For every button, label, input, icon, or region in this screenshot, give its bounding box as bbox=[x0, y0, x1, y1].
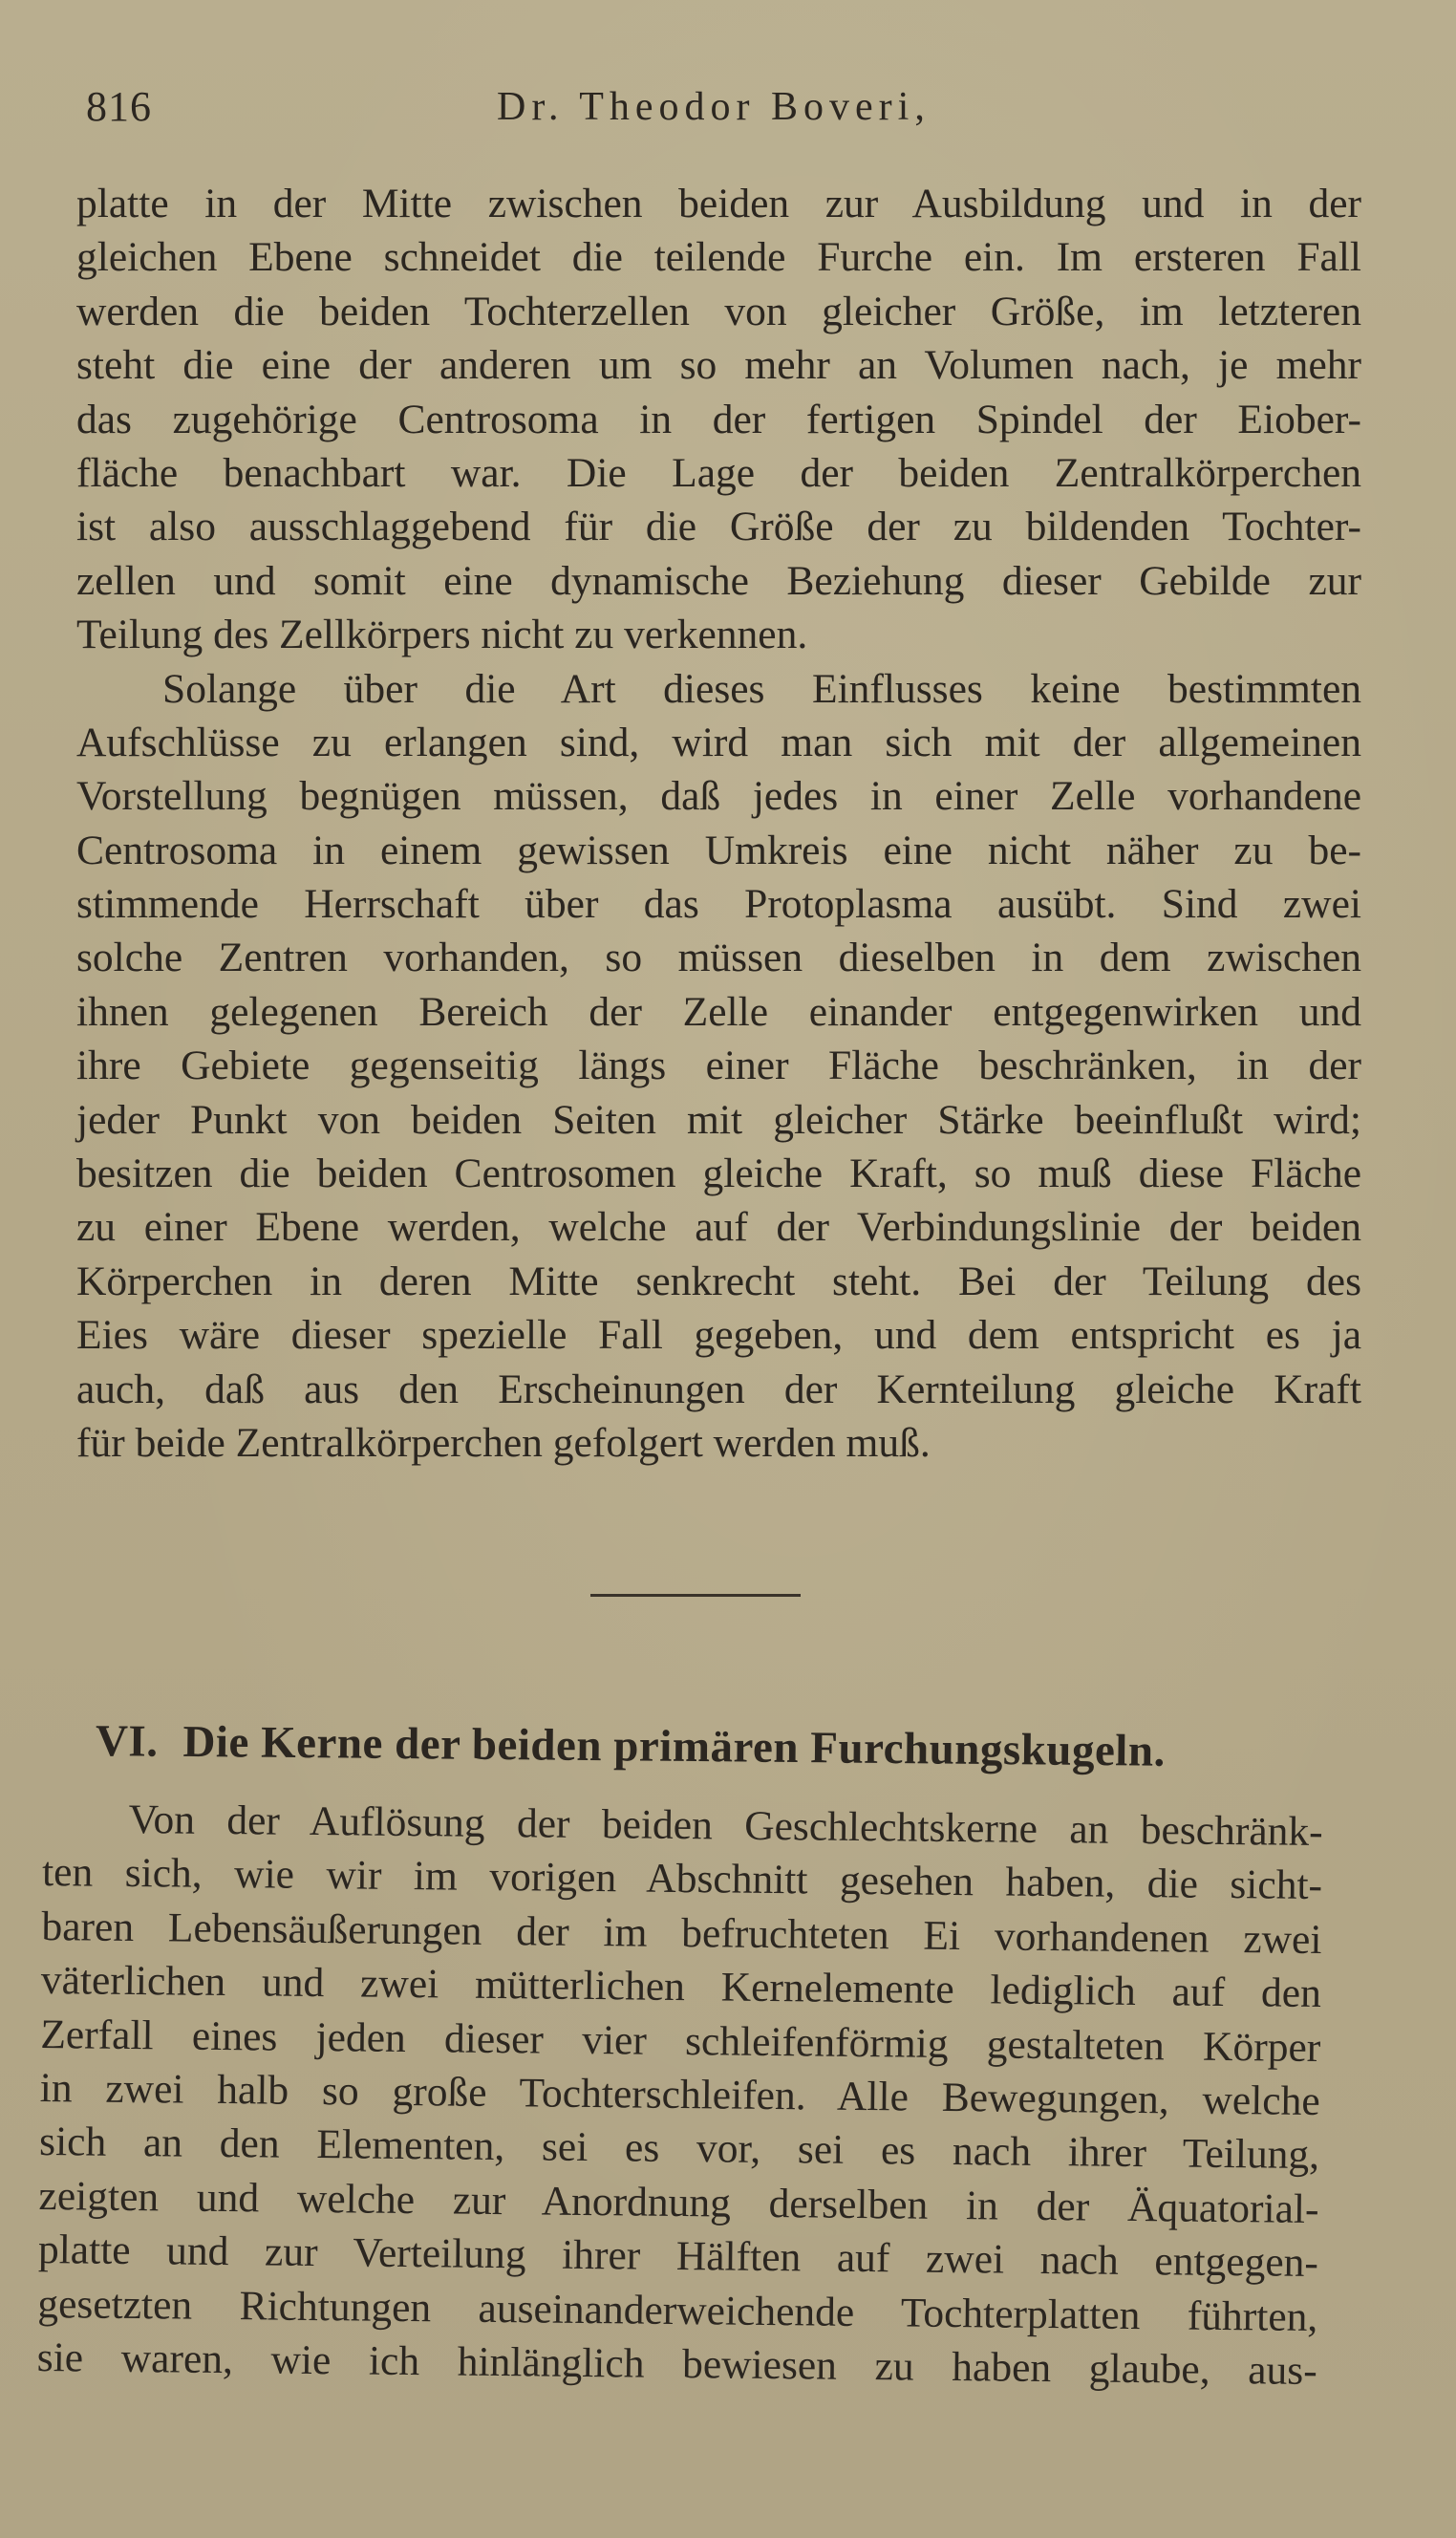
text-line: solche Zentren vorhanden, so müssen dieselben in dem zwischen bbox=[76, 935, 1361, 981]
text-line: steht die eine der anderen um so mehr an Volumen nach, je mehr bbox=[76, 342, 1361, 389]
section-heading bbox=[96, 1715, 1338, 1778]
text-line: das zugehörige Centrosoma in der fertigen Spindel der Eiober- bbox=[76, 396, 1361, 442]
page-number: 816 bbox=[86, 83, 152, 130]
text-line: baren Lebensäußerungen der im befruchteten Ei vorhandenen zwei bbox=[41, 1903, 1322, 1963]
text-line: auch, daß aus den Erscheinungen der Kernteilung gleiche Kraft bbox=[76, 1366, 1361, 1412]
text-line: Centrosoma in einem gewissen Umkreis eine nicht näher zu be- bbox=[76, 827, 1361, 873]
text-line: Solange über die Art dieses Einflusses keine bestimmten bbox=[162, 665, 1361, 712]
page-header bbox=[86, 82, 1404, 149]
text-line: zellen und somit eine dynamische Beziehung dieser Gebilde zur bbox=[76, 557, 1361, 604]
section-number: VI. bbox=[95, 1716, 159, 1767]
text-line: zeigten und welche zur Anordnung derselben in der Äquatorial- bbox=[38, 2172, 1319, 2232]
text-line: ten sich, wie wir im vorigen Abschnitt gesehen haben, die sicht- bbox=[41, 1849, 1323, 1909]
text-line: sie waren, wie ich hinlänglich bewiesen zu haben glaube, aus- bbox=[36, 2334, 1317, 2394]
text-line: Von der Auflösung der beiden Geschlechtskerne an beschränk- bbox=[128, 1796, 1323, 1856]
text-line: Aufschlüsse zu erlangen sind, wird man sich mit der allgemeinen bbox=[76, 719, 1361, 765]
text-line: jeder Punkt von beiden Seiten mit gleicher Stärke beeinflußt wird; bbox=[76, 1096, 1361, 1143]
text-line: sich an den Elementen, sei es vor, sei es nach ihrer Teilung, bbox=[38, 2119, 1320, 2179]
text-line: Körperchen in deren Mitte senkrecht steht. Bei der Teilung des bbox=[76, 1258, 1361, 1304]
text-line: fläche benachbart war. Die Lage der beiden Zentralkörperchen bbox=[76, 449, 1361, 496]
text-line: platte in der Mitte zwischen beiden zur Ausbildung und in der bbox=[76, 181, 1361, 226]
text-line: werden die beiden Tochterzellen von gleicher Größe, im letzteren bbox=[76, 288, 1361, 334]
text-line: in zwei halb so große Tochterschleifen. Alle Bewegungen, welche bbox=[39, 2064, 1320, 2124]
text-line: ihnen gelegenen Bereich der Zelle einander entgegenwirken und bbox=[76, 988, 1361, 1035]
running-head: Dr. Theodor Boveri, bbox=[497, 85, 931, 129]
section-title: Die Kerne der beiden primären Furchungskugeln. bbox=[182, 1716, 1167, 1776]
text-line: zu einer Ebene werden, welche auf der Verbindungslinie der beiden bbox=[76, 1204, 1361, 1251]
text-line: Vorstellung begnügen müssen, daß jedes in einer Zelle vorhandene bbox=[76, 773, 1361, 820]
text-line: väterlichen und zwei mütterlichen Kernelemente lediglich auf den bbox=[40, 1957, 1322, 2017]
text-line: platte und zur Verteilung ihrer Hälften auf zwei nach entgegen- bbox=[37, 2226, 1319, 2287]
text-line: gleichen Ebene schneidet die teilende Furche ein. Im ersteren Fall bbox=[76, 234, 1361, 281]
text-line: Eies wäre dieser spezielle Fall gegeben, und dem entspricht es ja bbox=[76, 1312, 1361, 1359]
text-line: für beide Zentralkörperchen gefolgert werden muß. bbox=[76, 1419, 931, 1466]
text-line: ihre Gebiete gegenseitig längs einer Fläche beschränken, in der bbox=[76, 1043, 1361, 1089]
text-line: ist also ausschlaggebend für die Größe der zu bildenden Tochter- bbox=[76, 504, 1361, 550]
section-divider bbox=[590, 1594, 801, 1597]
paragraph-section-six bbox=[37, 1792, 1323, 2398]
paragraph-continuation bbox=[76, 177, 1361, 1470]
text-line: gesetzten Richtungen auseinanderweichende Tochterplatten führten, bbox=[37, 2280, 1318, 2340]
text-line: Zerfall eines jeden dieser vier schleifenförmig gestalteten Körper bbox=[40, 2011, 1321, 2071]
text-line: Teilung des Zellkörpers nicht zu verkennen. bbox=[76, 612, 808, 658]
text-line: besitzen die beiden Centrosomen gleiche Kraft, so muß diese Fläche bbox=[76, 1151, 1361, 1197]
text-line: stimmende Herrschaft über das Protoplasma ausübt. Sind zwei bbox=[76, 881, 1361, 928]
